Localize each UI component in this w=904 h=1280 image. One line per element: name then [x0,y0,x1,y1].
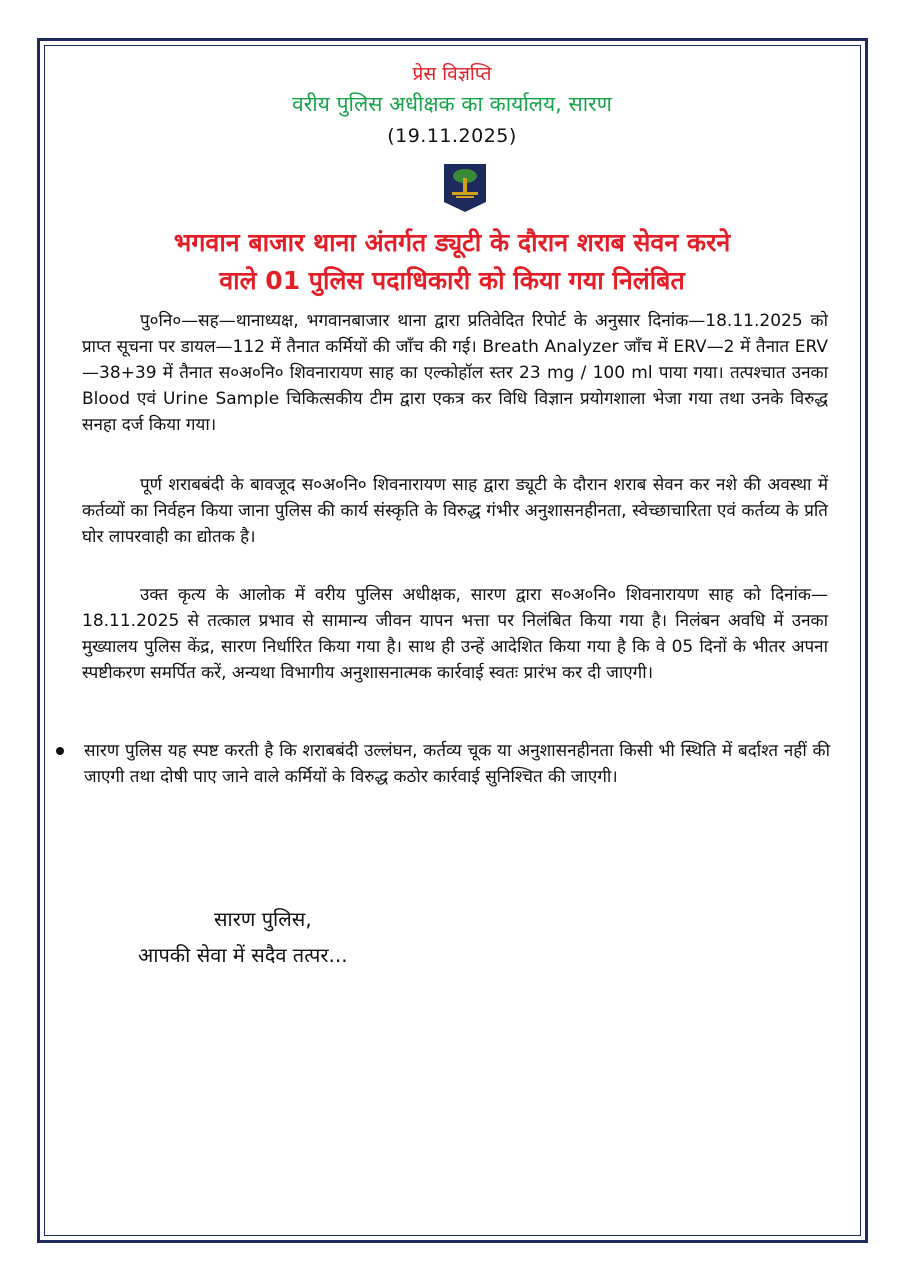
bullet-statement-text: सारण पुलिस यह स्पष्ट करती है कि शराबबंदी उल्लंघन, कर्तव्य चूक या अनुशासनहीनता किसी भी स्थिति में बर्दाश्त नहीं की जाएगी तथा दोषी पाए जाने वाले कर्मियों के विरुद्ध कठोर कार्रवाई सुनिश्चित की जाएगी। [84,741,830,787]
headline-line-2: वाले 01 पुलिस पदाधिकारी को किया गया निलंबित [219,266,685,295]
signature-line-2: आपकी सेवा में सदैव तत्पर... [138,943,348,967]
paragraph-indiscipline [82,472,828,550]
headline-line-1: भगवान बाजार थाना अंतर्गत ड्यूटी के दौरान शराब सेवन करने [173,228,731,257]
paragraph-report-text: पु०नि०—सह—थानाध्यक्ष, भगवानबाजार थाना द्वारा प्रतिवेदित रिपोर्ट के अनुसार दिनांक—18.11.2025 को प्राप्त सूचना पर डायल—112 में तैनात कर्मियों की जाँच की गई। Breath Analyzer जाँच में ERV—2 में तैनात ERV—38+39 में तैनात स०अ०नि० शिवनारायण साह का एल्कोहॉल स्तर 23 mg / 100 ml पाया गया। तत्पश्चात उनका Blood एवं Urine Sample चिकित्सकीय टीम द्वारा एकत्र कर विधि विज्ञान प्रयोगशाला भेजा गया तथा उनके विरुद्ध सनहा दर्ज किया गया। [82,311,828,435]
paragraph-suspension-text: उक्त कृत्य के आलोक में वरीय पुलिस अधीक्षक, सारण द्वारा स०अ०नि० शिवनारायण साह को दिनांक—18.11.2025 से तत्काल प्रभाव से सामान्य जीवन यापन भत्ता पर निलंबित किया गया है। निलंबन अवधि में उनका मुख्यालय पुलिस केंद्र, सारण निर्धारित किया गया है। साथ ही उन्हें आदेशित किया गया है कि वे 05 दिनों के भीतर अपना स्पष्टीकरण समर्पित करें, अन्यथा विभागीय अनुशासनात्मक कार्रवाई स्वतः प्रारंभ कर दी जाएगी। [82,585,828,683]
office-name: वरीय पुलिस अधीक्षक का कार्यालय, सारण [292,92,612,116]
bihar-police-emblem-icon [442,162,488,214]
paragraph-report [82,308,828,438]
paragraph-indiscipline-text: पूर्ण शराबबंदी के बावजूद स०अ०नि० शिवनारायण साह द्वारा ड्यूटी के दौरान शराब सेवन कर नशे की अवस्था में कर्तव्यों का निर्वहन किया जाना पुलिस की कार्य संस्कृति के विरुद्ध गंभीर अनुशासनहीनता, स्वेच्छाचारिता एवं कर्तव्य के प्रति घोर लापरवाही का द्योतक है। [82,475,828,547]
bullet-dot-icon [56,747,64,755]
bullet-statement [56,738,830,790]
release-date: (19.11.2025) [387,125,517,147]
signature-line-1: सारण पुलिस, [214,907,312,931]
paragraph-suspension [82,582,828,686]
press-release-title: प्रेस विज्ञप्ति [412,63,492,85]
